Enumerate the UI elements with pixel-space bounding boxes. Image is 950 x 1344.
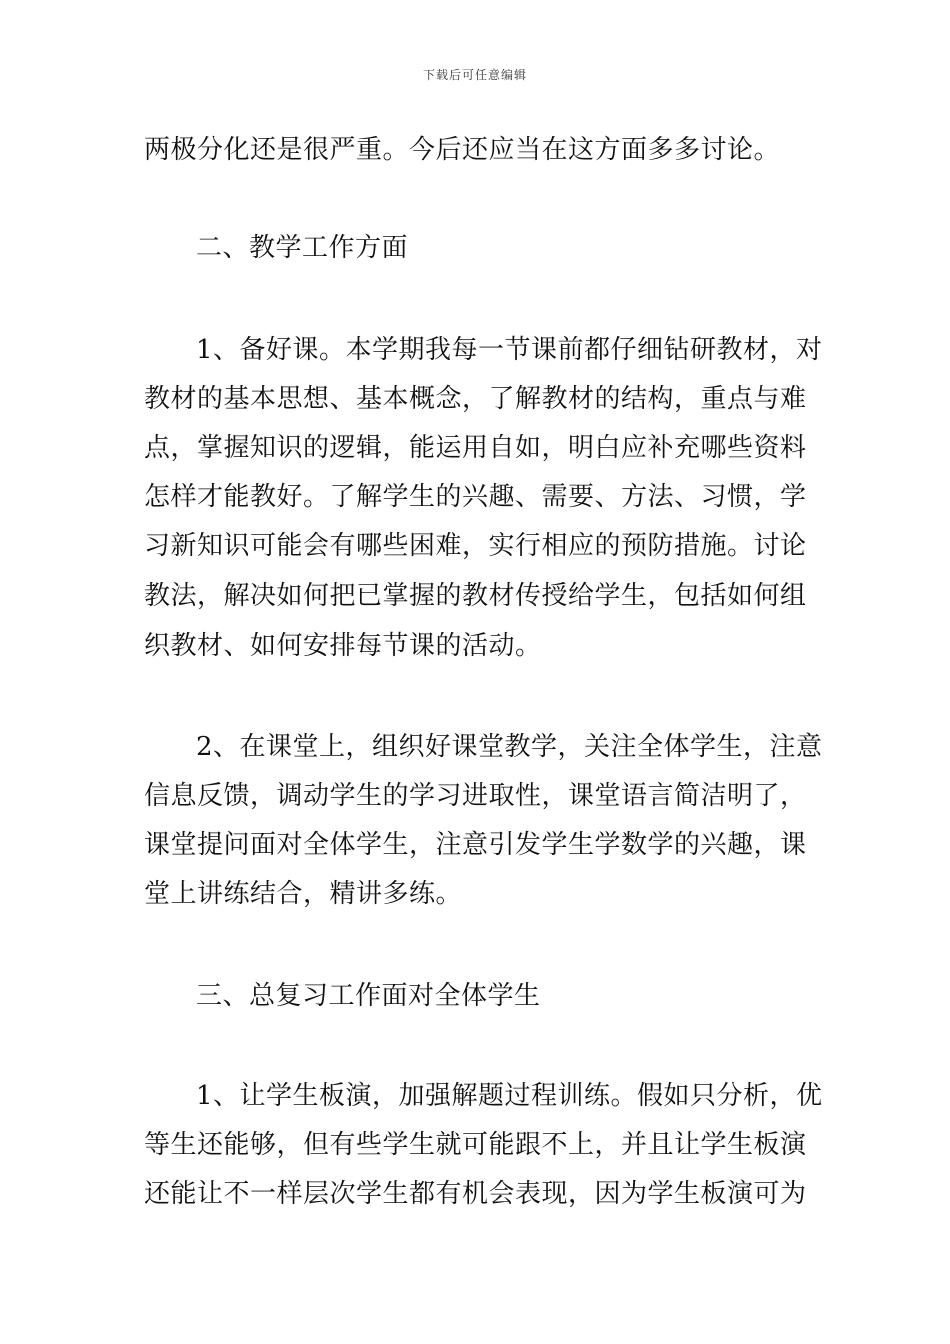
paragraph-prepare-lessons-line: 1、备好课。本学期我每一节课前都仔细钻研教材，对 [196, 335, 823, 365]
paragraph-prepare-lessons-line: 习新知识可能会有哪些困难，实行相应的预防措施。讨论 [144, 531, 807, 561]
paragraph-classroom-line: 信息反馈，调动学生的学习进取性，课堂语言简洁明了， [144, 781, 807, 811]
body-line: 两极分化还是很严重。今后还应当在这方面多多讨论。 [144, 135, 781, 165]
paragraph-prepare-lessons-line: 怎样才能教好。了解学生的兴趣、需要、方法、习惯，学 [144, 482, 807, 512]
paragraph-board-practice-line: 还能让不一样层次学生都有机会表现，因为学生板演可为 [144, 1179, 807, 1209]
paragraph-classroom-line: 2、在课堂上，组织好课堂教学，关注全体学生，注意 [196, 732, 823, 762]
paragraph-prepare-lessons-line: 织教材、如何安排每节课的活动。 [144, 631, 542, 661]
header-note: 下载后可任意编辑 [422, 68, 527, 82]
section-heading-teaching: 二、教学工作方面 [196, 233, 409, 263]
paragraph-prepare-lessons-line: 点，掌握知识的逻辑，能运用自如，明白应补充哪些资料 [144, 433, 807, 463]
paragraph-classroom-line: 课堂提问面对全体学生，注意引发学生学数学的兴趣，课 [144, 830, 807, 860]
paragraph-prepare-lessons-line: 教材的基本思想、基本概念，了解教材的结构，重点与难 [144, 384, 807, 414]
paragraph-board-practice-line: 1、让学生板演，加强解题过程训练。假如只分析，优 [196, 1081, 823, 1111]
paragraph-classroom-line: 堂上讲练结合，精讲多练。 [144, 879, 463, 909]
section-heading-review: 三、总复习工作面对全体学生 [196, 981, 541, 1011]
paragraph-prepare-lessons-line: 教法，解决如何把已掌握的教材传授给学生，包括如何组 [144, 581, 807, 611]
paragraph-board-practice-line: 等生还能够，但有些学生就可能跟不上，并且让学生板演 [144, 1130, 807, 1160]
